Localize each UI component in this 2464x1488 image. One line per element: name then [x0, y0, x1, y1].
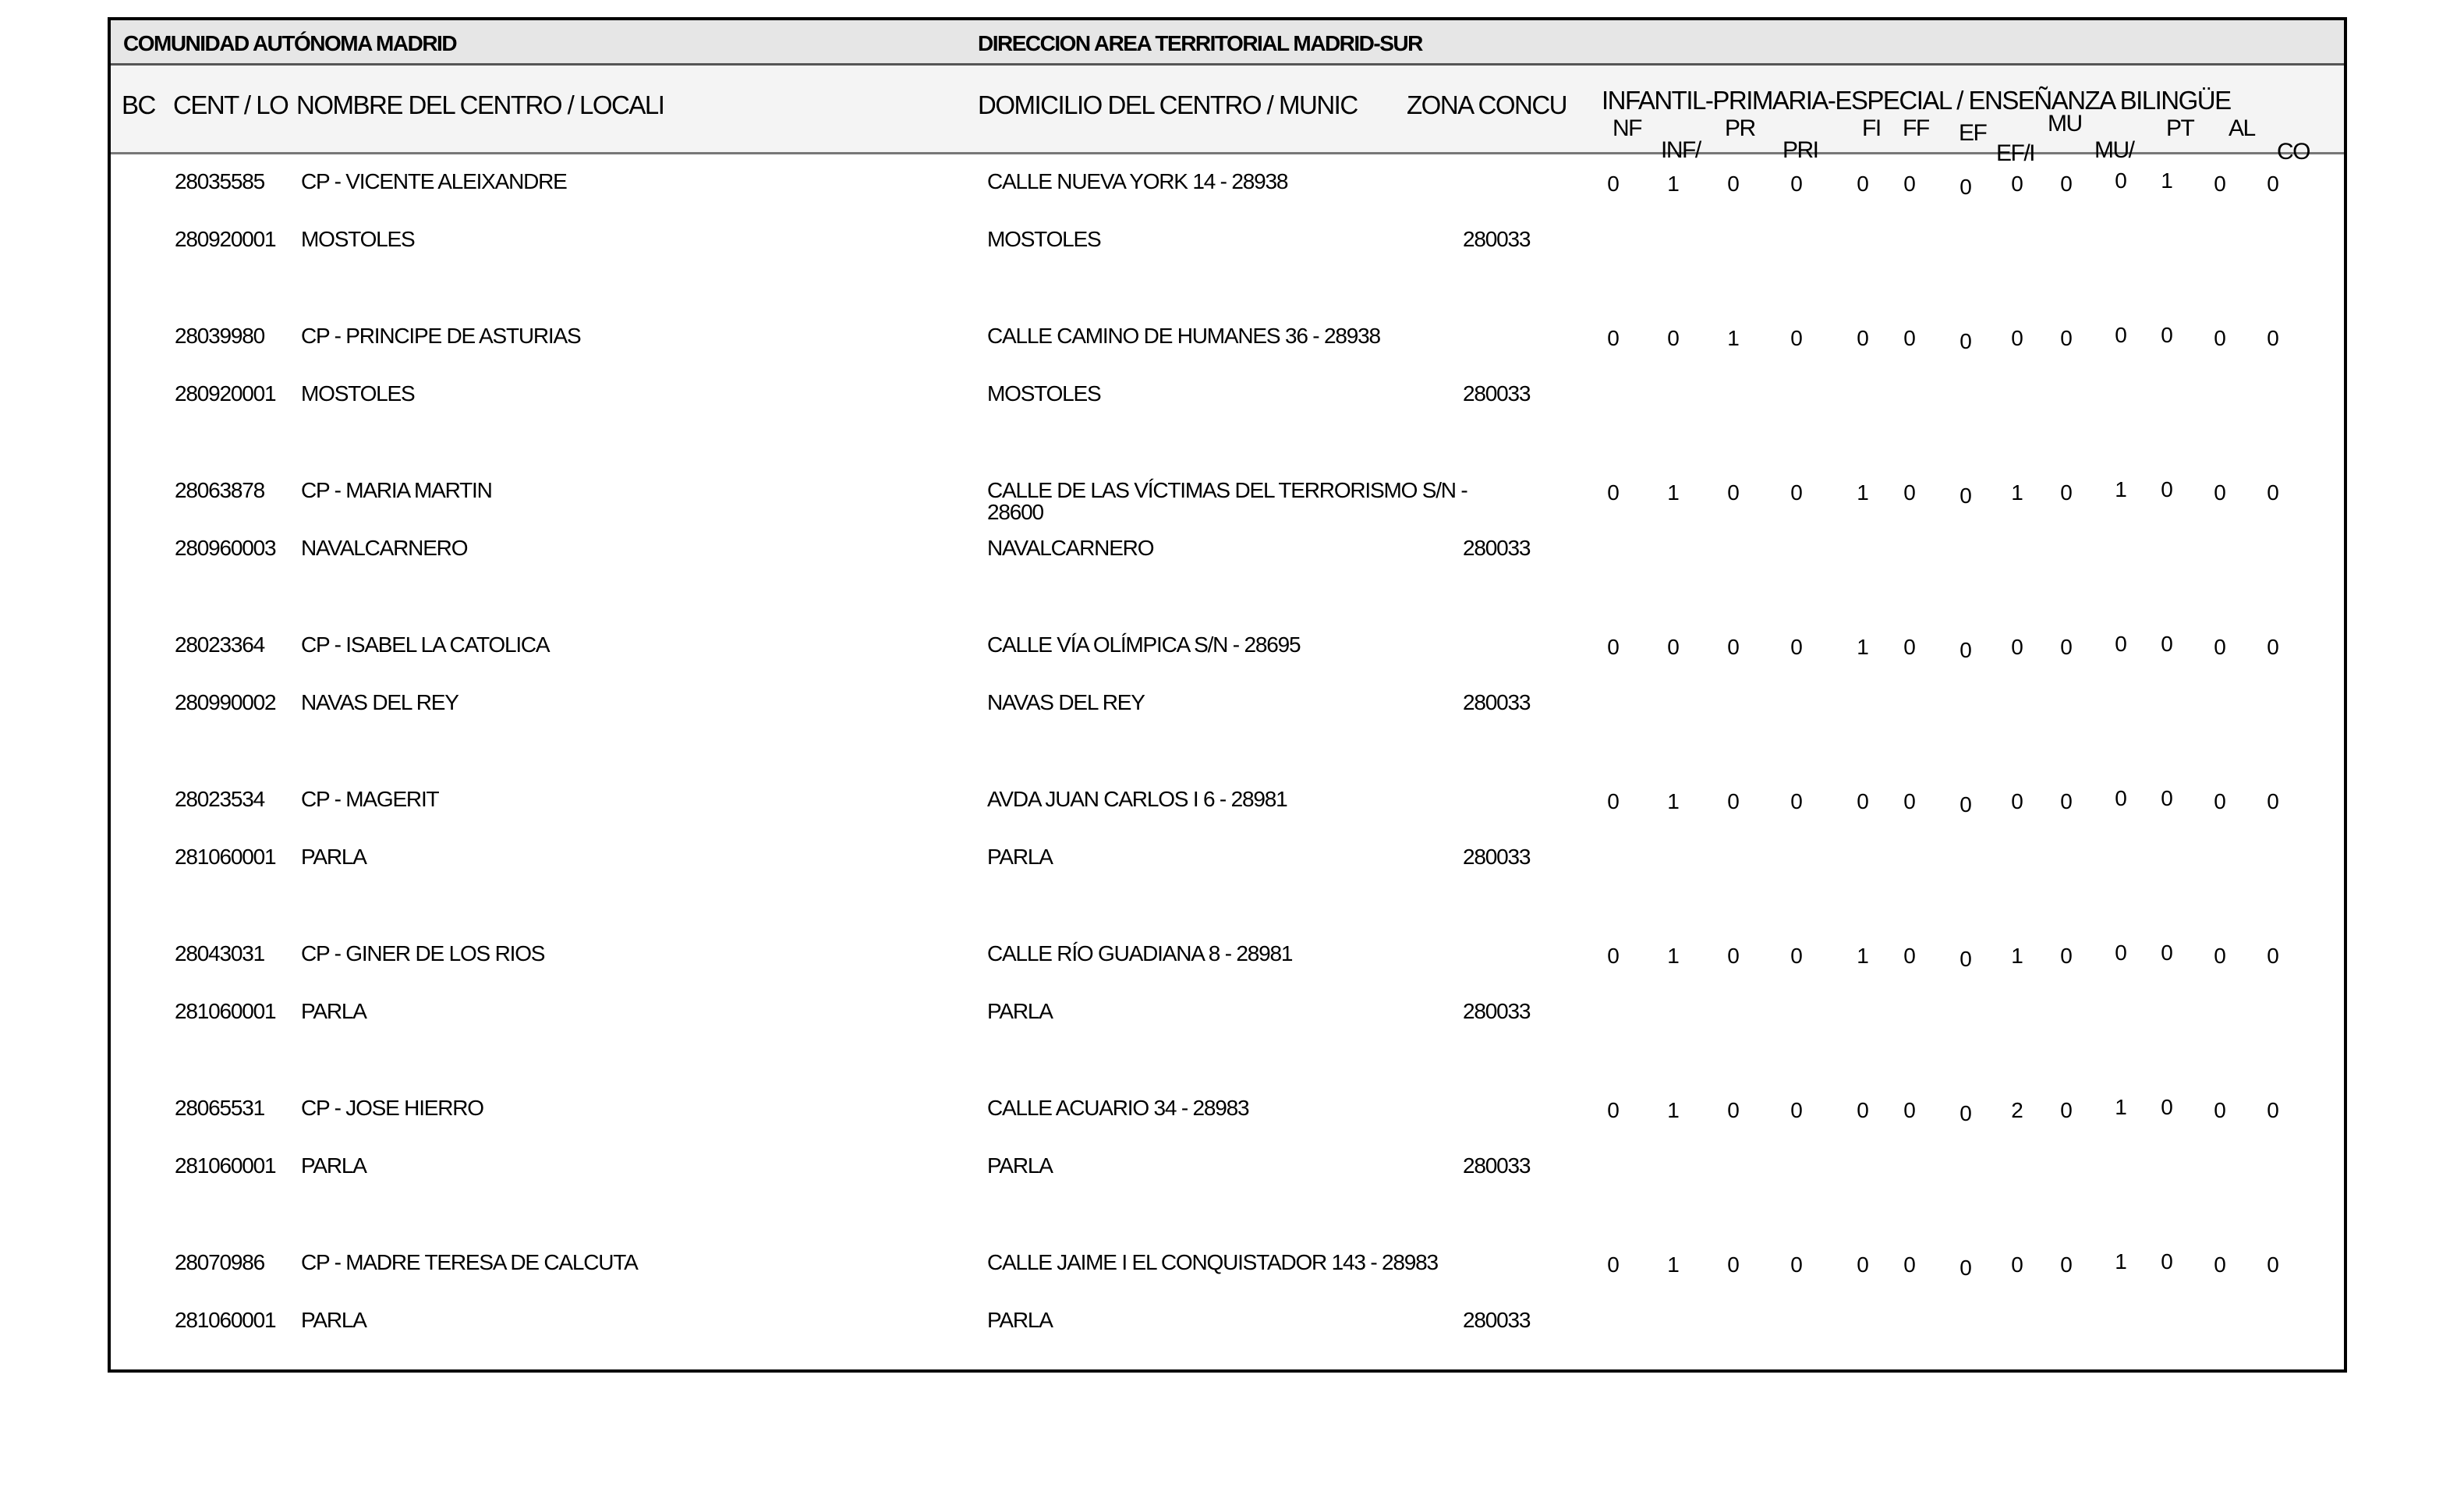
count-cell: 0 [2161, 477, 2173, 501]
center-code: 28023364 [175, 632, 264, 657]
count-cell: 0 [1727, 172, 1740, 196]
zone-code: 280033 [1463, 381, 1531, 406]
center-address: CALLE JAIME I EL CONQUISTADOR 143 - 28983 [987, 1250, 1438, 1274]
count-cell: 0 [2161, 323, 2173, 347]
count-cell: 0 [2267, 172, 2279, 196]
col-cent: CENT / LO [173, 90, 289, 119]
count-cell: 1 [1667, 1098, 1680, 1122]
locality-code: 280920001 [175, 381, 276, 406]
count-cell: 1 [1667, 480, 1680, 505]
count-cell: 0 [1903, 789, 1916, 813]
count-cell: 0 [1727, 1252, 1740, 1277]
col-mu: MU [2048, 111, 2082, 136]
center-name: CP - VICENTE ALEIXANDRE [301, 169, 567, 193]
count-cell: 0 [2161, 1249, 2173, 1274]
count-cell: 0 [1903, 480, 1916, 505]
col-ef: EF [1959, 120, 1987, 146]
column-header-band [111, 66, 2344, 166]
count-cell: 0 [1857, 1252, 1869, 1277]
center-name: CP - MARIA MARTIN [301, 478, 492, 502]
locality-name: PARLA [301, 845, 366, 869]
count-cell: 0 [2214, 172, 2226, 196]
count-cell: 0 [2161, 786, 2173, 810]
zone-code: 280033 [1463, 999, 1531, 1023]
count-cell: 0 [2267, 1098, 2279, 1122]
center-name: CP - GINER DE LOS RIOS [301, 941, 545, 965]
zone-code: 280033 [1463, 845, 1531, 869]
count-cell: 0 [2115, 786, 2127, 810]
col-zona: ZONA CONCU [1407, 90, 1567, 119]
header-band [111, 20, 2344, 66]
count-cell: 0 [1903, 172, 1916, 196]
locality-name: NAVAS DEL REY [301, 690, 458, 714]
municipality-name: NAVAS DEL REY [987, 690, 1145, 714]
col-bc: BC [122, 90, 155, 119]
zone-code: 280033 [1463, 690, 1531, 714]
count-cell: 0 [2011, 172, 2023, 196]
count-cell: 1 [2115, 1095, 2127, 1119]
locality-code: 281060001 [175, 845, 276, 869]
count-cell: 0 [1607, 1252, 1620, 1277]
municipality-name: PARLA [987, 999, 1053, 1023]
count-cell: 0 [1960, 1101, 1972, 1125]
count-cell: 0 [2214, 1252, 2226, 1277]
center-address-cont: 28600 [987, 500, 1043, 524]
locality-name: PARLA [301, 1308, 366, 1332]
count-cell: 0 [2115, 632, 2127, 656]
count-cell: 0 [2214, 635, 2226, 659]
center-code: 28070986 [175, 1250, 264, 1274]
count-cell: 0 [1960, 329, 1972, 353]
count-cell: 0 [2161, 941, 2173, 965]
count-cell: 0 [2011, 326, 2023, 350]
center-name: CP - MAGERIT [301, 787, 439, 811]
count-cell: 0 [1727, 1098, 1740, 1122]
col-mu2: MU/ [2094, 137, 2134, 163]
municipality-name: PARLA [987, 1308, 1053, 1332]
count-cell: 0 [1790, 1098, 1803, 1122]
count-cell: 0 [2267, 326, 2279, 350]
locality-name: MOSTOLES [301, 381, 415, 406]
count-cell: 1 [1857, 944, 1869, 968]
count-cell: 2 [2011, 1098, 2023, 1122]
count-cell: 0 [1857, 326, 1869, 350]
count-cell: 0 [1727, 635, 1740, 659]
col-domicilio: DOMICILIO DEL CENTRO / MUNIC [978, 90, 1358, 119]
count-cell: 1 [2161, 168, 2173, 193]
count-cell: 0 [1960, 792, 1972, 817]
count-cell: 0 [2115, 168, 2127, 193]
count-cell: 0 [1903, 326, 1916, 350]
count-cell: 0 [1960, 1256, 1972, 1280]
count-cell: 0 [1790, 635, 1803, 659]
count-cell: 1 [2011, 480, 2023, 505]
count-cell: 1 [1727, 326, 1740, 350]
community-title: COMUNIDAD AUTÓNOMA MADRID [123, 31, 457, 55]
count-cell: 1 [1667, 1252, 1680, 1277]
center-address: CALLE CAMINO DE HUMANES 36 - 28938 [987, 324, 1380, 348]
locality-code: 281060001 [175, 1153, 276, 1178]
locality-name: NAVALCARNERO [301, 536, 468, 560]
center-address: AVDA JUAN CARLOS I 6 - 28981 [987, 787, 1287, 811]
table-row [111, 309, 2344, 463]
count-cell: 0 [2060, 326, 2073, 350]
count-cell: 0 [2060, 635, 2073, 659]
locality-code: 280990002 [175, 690, 276, 714]
locality-name: PARLA [301, 999, 366, 1023]
center-name: CP - JOSE HIERRO [301, 1096, 483, 1120]
count-cell: 0 [1903, 944, 1916, 968]
count-cell: 0 [1790, 1252, 1803, 1277]
count-cell: 0 [2214, 480, 2226, 505]
center-code: 28023534 [175, 787, 264, 811]
count-cell: 0 [2060, 1098, 2073, 1122]
count-cell: 0 [1857, 1098, 1869, 1122]
count-cell: 0 [1607, 789, 1620, 813]
count-cell: 0 [2060, 172, 2073, 196]
count-cell: 0 [1790, 789, 1803, 813]
col-pr: PR [1725, 115, 1755, 141]
count-cell: 0 [1960, 175, 1972, 199]
count-cell: 0 [2011, 1252, 2023, 1277]
count-cell: 0 [1857, 789, 1869, 813]
center-code: 28039980 [175, 324, 264, 348]
zone-code: 280033 [1463, 536, 1531, 560]
count-cell: 0 [1667, 635, 1680, 659]
count-cell: 1 [1857, 480, 1869, 505]
count-cell: 0 [2011, 635, 2023, 659]
count-cell: 0 [2161, 1095, 2173, 1119]
count-cell: 0 [1903, 1098, 1916, 1122]
count-cell: 0 [1790, 480, 1803, 505]
count-cell: 1 [1667, 944, 1680, 968]
count-cell: 1 [1667, 789, 1680, 813]
count-cell: 0 [2115, 941, 2127, 965]
table-row [111, 1235, 2344, 1390]
count-cell: 0 [1607, 172, 1620, 196]
center-address: CALLE DE LAS VÍCTIMAS DEL TERRORISMO S/N - [987, 478, 1467, 502]
locality-code: 280960003 [175, 536, 276, 560]
count-cell: 0 [1857, 172, 1869, 196]
count-cell: 0 [2214, 1098, 2226, 1122]
col-nombre: NOMBRE DEL CENTRO / LOCALI [296, 90, 664, 119]
center-address: CALLE VÍA OLÍMPICA S/N - 28695 [987, 632, 1301, 657]
count-cell: 1 [2011, 944, 2023, 968]
zone-code: 280033 [1463, 227, 1531, 251]
count-cell: 0 [2214, 326, 2226, 350]
col-pri: PRI [1783, 137, 1818, 163]
count-cell: 0 [1727, 480, 1740, 505]
col-pt: PT [2166, 115, 2194, 141]
municipality-name: NAVALCARNERO [987, 536, 1154, 560]
municipality-name: PARLA [987, 1153, 1053, 1178]
count-cell: 0 [2214, 789, 2226, 813]
count-cell: 0 [1607, 326, 1620, 350]
zone-code: 280033 [1463, 1308, 1531, 1332]
count-cell: 0 [1903, 635, 1916, 659]
col-efi: EF/I [1996, 140, 2035, 166]
table-row [111, 618, 2344, 772]
table-row [111, 772, 2344, 926]
table-row [111, 1081, 2344, 1235]
count-cell: 0 [2060, 1252, 2073, 1277]
report-table [108, 17, 2347, 1373]
count-cell: 1 [2115, 477, 2127, 501]
center-name: CP - MADRE TERESA DE CALCUTA [301, 1250, 638, 1274]
col-inf: INF/ [1661, 137, 1701, 163]
locality-code: 280920001 [175, 227, 276, 251]
count-cell: 0 [1790, 172, 1803, 196]
locality-name: PARLA [301, 1153, 366, 1178]
count-cell: 0 [1960, 638, 1972, 662]
locality-name: MOSTOLES [301, 227, 415, 251]
col-fi: FI [1862, 115, 1881, 141]
center-code: 28065531 [175, 1096, 264, 1120]
count-cell: 0 [2060, 789, 2073, 813]
count-cell: 0 [1727, 944, 1740, 968]
center-name: CP - PRINCIPE DE ASTURIAS [301, 324, 581, 348]
count-cell: 0 [2267, 480, 2279, 505]
count-cell: 0 [1667, 326, 1680, 350]
center-address: CALLE RÍO GUADIANA 8 - 28981 [987, 941, 1293, 965]
municipality-name: MOSTOLES [987, 227, 1101, 251]
count-cell: 0 [1790, 944, 1803, 968]
table-row [111, 154, 2344, 309]
col-al: AL [2229, 115, 2255, 141]
count-cell: 0 [1607, 1098, 1620, 1122]
center-address: CALLE ACUARIO 34 - 28983 [987, 1096, 1249, 1120]
count-cell: 0 [1960, 484, 1972, 508]
col-co: CO [2277, 139, 2310, 165]
table-row [111, 926, 2344, 1081]
col-group: INFANTIL-PRIMARIA-ESPECIAL / ENSEÑANZA BILINGÜE [1602, 86, 2231, 115]
locality-code: 281060001 [175, 1308, 276, 1332]
count-cell: 0 [1727, 789, 1740, 813]
count-cell: 0 [1607, 480, 1620, 505]
zone-code: 280033 [1463, 1153, 1531, 1178]
count-cell: 0 [2161, 632, 2173, 656]
count-cell: 0 [2267, 635, 2279, 659]
count-cell: 0 [2267, 789, 2279, 813]
center-code: 28043031 [175, 941, 264, 965]
center-address: CALLE NUEVA YORK 14 - 28938 [987, 169, 1288, 193]
municipality-name: MOSTOLES [987, 381, 1101, 406]
count-cell: 0 [1903, 1252, 1916, 1277]
count-cell: 0 [2214, 944, 2226, 968]
direction-title: DIRECCION AREA TERRITORIAL MADRID-SUR [978, 31, 1422, 55]
count-cell: 1 [1667, 172, 1680, 196]
center-code: 28063878 [175, 478, 264, 502]
count-cell: 1 [2115, 1249, 2127, 1274]
count-cell: 0 [2060, 944, 2073, 968]
count-cell: 0 [2267, 1252, 2279, 1277]
col-nf: NF [1613, 115, 1641, 141]
table-row [111, 463, 2344, 618]
count-cell: 1 [1857, 635, 1869, 659]
count-cell: 0 [1607, 944, 1620, 968]
col-ff: FF [1903, 115, 1929, 141]
count-cell: 0 [1960, 947, 1972, 971]
count-cell: 0 [1790, 326, 1803, 350]
center-name: CP - ISABEL LA CATOLICA [301, 632, 550, 657]
center-code: 28035585 [175, 169, 264, 193]
count-cell: 0 [2115, 323, 2127, 347]
municipality-name: PARLA [987, 845, 1053, 869]
count-cell: 0 [1607, 635, 1620, 659]
locality-code: 281060001 [175, 999, 276, 1023]
count-cell: 0 [2011, 789, 2023, 813]
count-cell: 0 [2060, 480, 2073, 505]
count-cell: 0 [2267, 944, 2279, 968]
